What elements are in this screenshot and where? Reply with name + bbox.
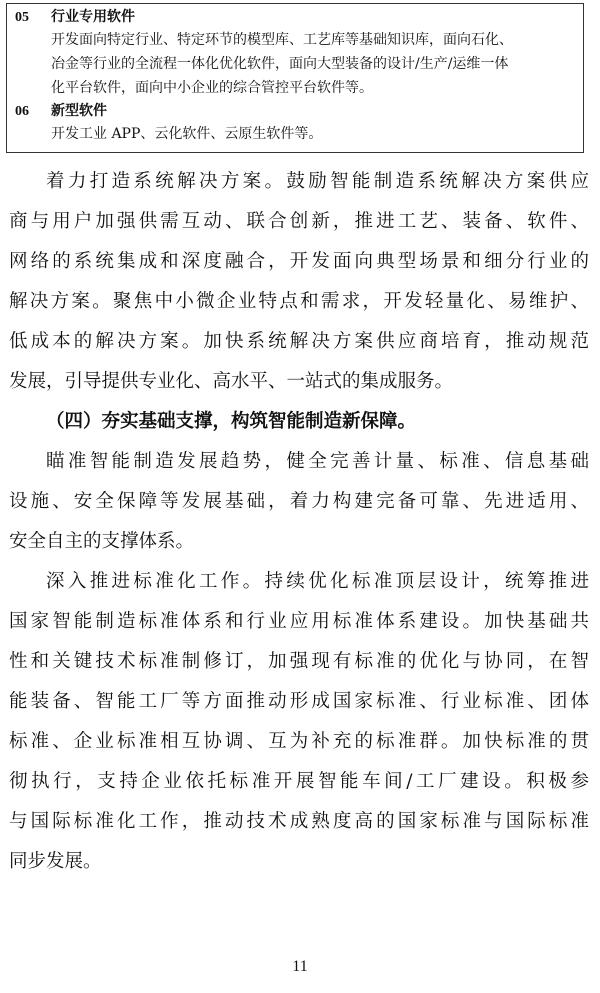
section-heading [9,402,589,442]
description-line: 冶金等行业的全流程一体化优化软件，面向大型装备的设计/生产/运维一体 [51,56,509,72]
description-line: 开发工业 APP、云化软件、云原生软件等。 [51,126,323,142]
category-title: 行业专用软件 [51,9,135,25]
text-line: 商与用户加强供需互动、联合创新，推进工艺、装备、软件、 [9,211,589,232]
category-title: 新型软件 [51,103,107,119]
text-line: 解决方案。聚焦中小微企业特点和需求，开发轻量化、易维护、 [9,291,589,312]
page-number: 11 [292,958,308,975]
text-line: 安全自主的支撑体系。 [9,531,195,552]
text-line: 着力打造系统解决方案。鼓励智能制造系统解决方案供应 [46,171,589,192]
text-line: 深入推进标准化工作。持续优化标准顶层设计，统筹推进 [46,571,589,592]
software-category-box [6,3,584,153]
text-line: 设施、安全保障等发展基础，着力构建完备可靠、先进适用、 [9,491,589,512]
category-heading [15,100,575,122]
category-description [15,122,575,146]
category-item-05 [15,6,575,100]
text-line: 彻执行，支持企业依托标准开展智能车间/工厂建设。积极参 [9,771,589,792]
category-heading [15,6,575,28]
category-item-06 [15,100,575,146]
text-line: 国家智能制造标准体系和行业应用标准体系建设。加快基础共 [9,611,589,632]
text-line: 网络的系统集成和深度融合，开发面向典型场景和细分行业的 [9,251,589,272]
category-description [15,28,575,100]
text-line: 低成本的解决方案。加快系统解决方案供应商培育，推动规范 [9,331,589,352]
paragraph-foundation [9,442,589,562]
description-line: 开发面向特定行业、特定环节的模型库、工艺库等基础知识库，面向石化、 [51,32,513,48]
text-line: 与国际标准化工作，推动技术成熟度高的国家标准与国际标准 [9,811,589,832]
text-line: 能装备、智能工厂等方面推动形成国家标准、行业标准、团体 [9,691,589,712]
category-number: 05 [15,10,29,25]
paragraph-solutions [9,162,589,402]
paragraph-standardization [9,562,589,882]
section-heading-text: （四）夯实基础支撑，构筑智能制造新保障。 [46,411,417,432]
document-body [9,162,589,882]
text-line: 发展，引导提供专业化、高水平、一站式的集成服务。 [9,371,454,392]
text-line: 瞄准智能制造发展趋势，健全完善计量、标准、信息基础 [46,451,589,472]
text-line: 同步发展。 [9,851,102,872]
description-line: 化平台软件，面向中小企业的综合管控平台软件等。 [51,80,373,96]
text-line: 标准、企业标准相互协调、互为补充的标准群。加快标准的贯 [9,731,589,752]
text-line: 性和关键技术标准制修订，加强现有标准的优化与协同，在智 [9,651,589,672]
category-number: 06 [15,104,29,119]
